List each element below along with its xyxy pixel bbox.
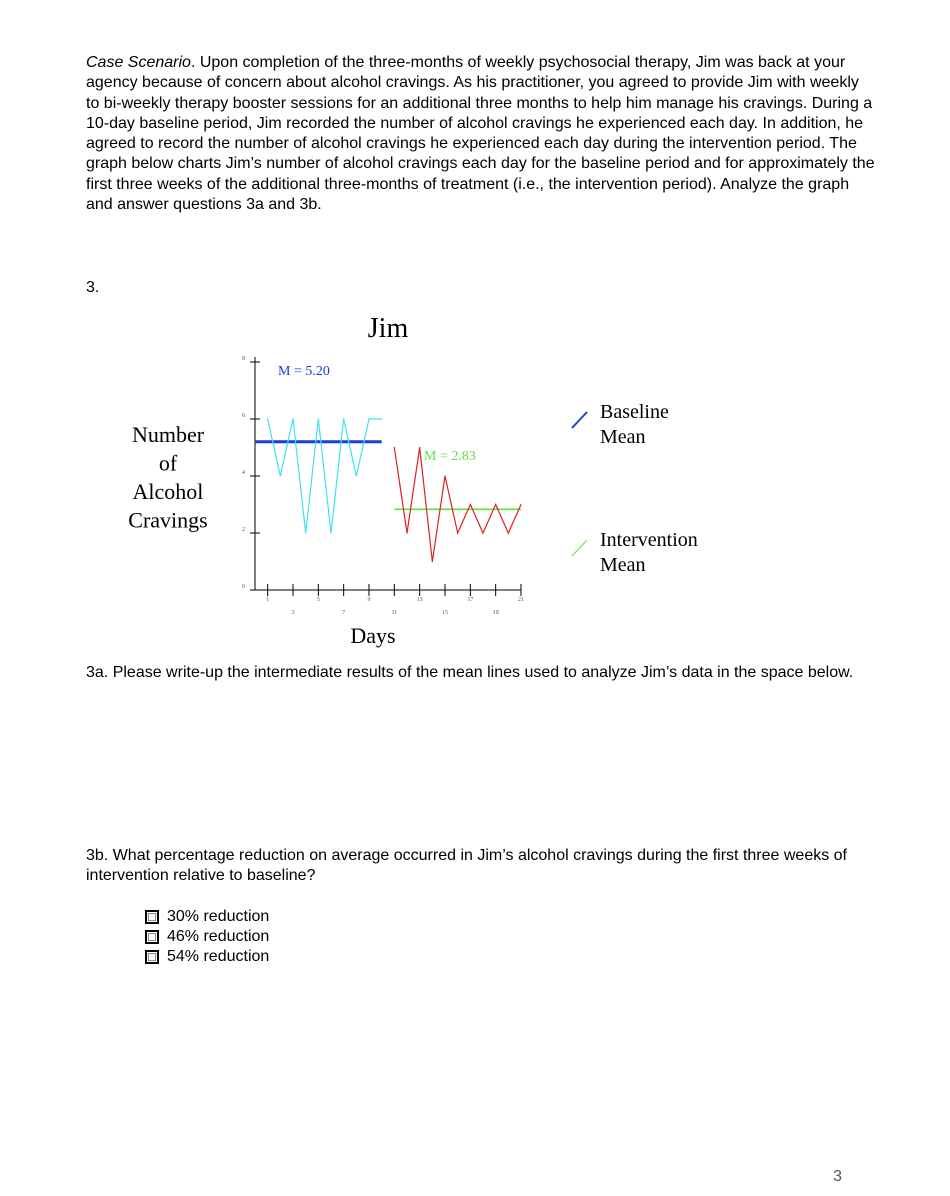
x-tick-label: 9 [367, 597, 371, 603]
data-point [444, 475, 445, 476]
y-axis-label: of [158, 450, 178, 476]
data-point [356, 475, 357, 476]
series-line [268, 419, 382, 533]
legend-label: Mean [600, 426, 646, 448]
legend-label: Mean [600, 554, 646, 576]
y-axis-label: Number [131, 422, 205, 447]
data-point [406, 532, 407, 533]
y-tick-label: 4 [242, 470, 245, 476]
case-scenario-text: . Upon completion of the three-months of weekly psychosocial therapy, Jim was back at your agency because of concern about alcohol cravings. As his practitioner, you agreed to provide Jim with weekly to bi-weekly therapy booster sessions for an additional three months to help him manage his cravings. During a 10-day baseline period, Jim recorded the number of alcohol cravings he experienced each day. In addition, he agreed to record the number of alcohol cravings he experienced each day during the intervention period. The graph below charts Jim’s number of alcohol cravings each day for the baseline period and for approximately the first three weeks of the additional three-months of treatment (i.e., the intervention period). Analyze the graph and answer questions 3a and 3b. [86, 54, 875, 214]
checkbox[interactable] [145, 930, 159, 944]
data-point [330, 532, 331, 533]
mean-label-intervention: M = 2.83 [424, 449, 476, 464]
data-point [394, 447, 395, 448]
question-3b: 3b. What percentage reduction on average occurred in Jim’s alcohol cravings during the first three weeks of intervention relative to baseline? [86, 847, 847, 885]
series-line [394, 448, 521, 562]
question-3a: 3a. Please write-up the intermediate results of the mean lines used to analyze Jim’s data in the space below. [86, 664, 854, 681]
data-point [368, 418, 369, 419]
data-point [495, 504, 496, 505]
data-point [482, 532, 483, 533]
data-point [508, 532, 509, 533]
case-scenario-lead: Case Scenario [86, 54, 191, 71]
y-axis-label: Alcohol [132, 479, 204, 504]
data-point [305, 532, 306, 533]
x-tick-label: 19 [492, 610, 499, 616]
legend-swatch [572, 540, 587, 556]
page-number: 3 [833, 1168, 842, 1185]
question-number: 3. [86, 279, 100, 296]
data-point [457, 532, 458, 533]
y-tick-label: 8 [242, 356, 245, 362]
y-axis-label: Cravings [128, 507, 208, 533]
data-point [419, 447, 420, 448]
chart-title: Jim [367, 313, 409, 344]
x-tick-label: 21 [518, 597, 524, 603]
legend-label: Intervention [600, 529, 698, 551]
legend-swatch [572, 412, 587, 428]
x-tick-label: 13 [416, 597, 423, 603]
option-row[interactable] [145, 947, 269, 967]
checkbox[interactable] [145, 910, 159, 924]
data-point [318, 418, 319, 419]
x-tick-label: 5 [316, 597, 320, 603]
data-point [267, 418, 268, 419]
x-tick-label: 7 [342, 610, 346, 616]
checkbox[interactable] [145, 950, 159, 964]
option-row[interactable] [145, 907, 269, 927]
legend-label: Baseline [600, 401, 669, 423]
data-point [520, 504, 521, 505]
case-scenario-paragraph [86, 53, 876, 215]
data-point [432, 561, 433, 562]
answer-options [145, 907, 269, 967]
y-tick-label: 2 [242, 527, 245, 533]
y-tick-label: 0 [242, 584, 245, 590]
x-tick-label: 11 [391, 610, 398, 616]
x-tick-label: 15 [442, 610, 448, 616]
data-point [280, 475, 281, 476]
data-point [470, 504, 471, 505]
data-point [292, 418, 293, 419]
x-tick-label: 3 [291, 610, 295, 616]
mean-label-baseline: M = 5.20 [278, 364, 330, 379]
option-label: 46% reduction [167, 928, 270, 945]
option-row[interactable] [145, 927, 269, 947]
option-label: 54% reduction [167, 948, 270, 965]
x-tick-label: 17 [467, 597, 474, 603]
x-axis-label: Days [350, 623, 396, 648]
option-label: 30% reduction [167, 908, 270, 925]
y-tick-label: 6 [242, 413, 245, 419]
data-point [381, 418, 382, 419]
data-point [343, 418, 344, 419]
x-tick-label: 1 [266, 597, 270, 603]
jim-cravings-chart [0, 300, 950, 660]
